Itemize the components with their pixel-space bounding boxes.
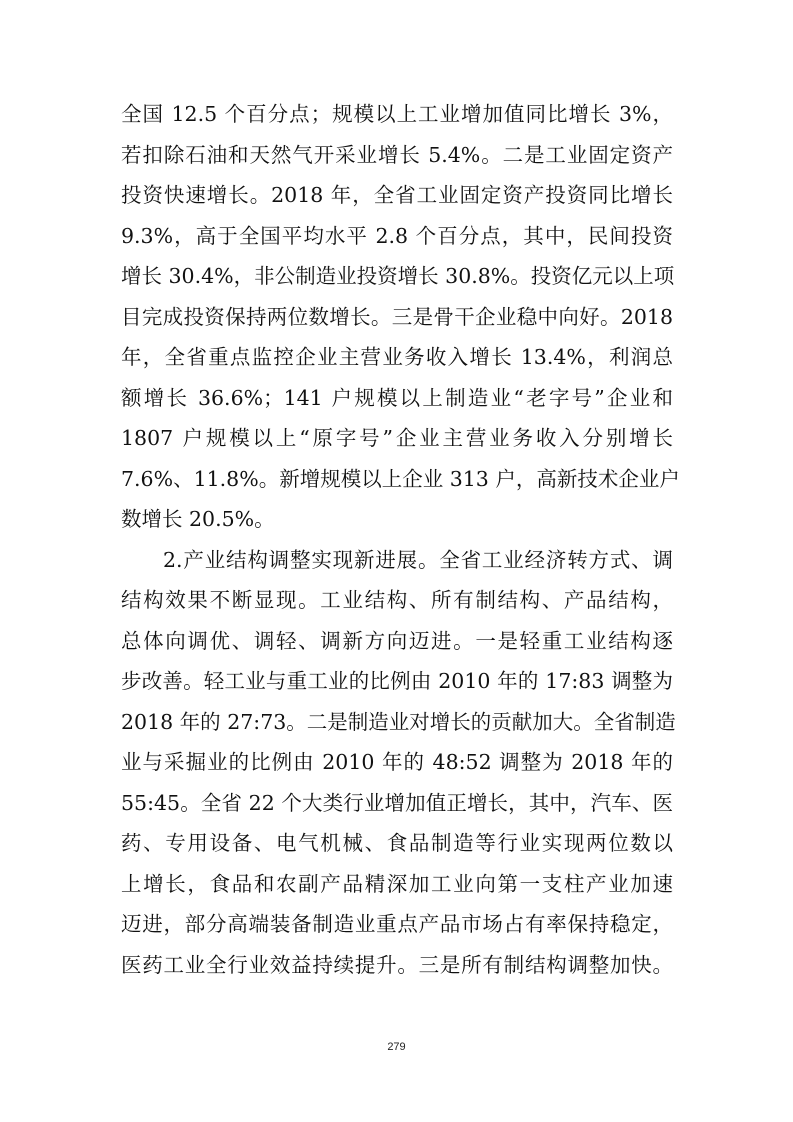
body-text: [121, 94, 680, 985]
text-line: 全国 12.5 个百分点；规模以上工业增加值同比增长 3%，: [121, 102, 673, 126]
text-line: 7.6%、11.8%。新增规模以上企业 313 户，高新技术企业户: [121, 466, 680, 491]
text-line: 2018 年的 27:73。二是制造业对增长的贡献加大。全省制造: [121, 709, 676, 734]
text-line: 年，全省重点监控企业主营业务收入增长 13.4%，利润总: [121, 345, 673, 369]
text-line: 55:45。全省 22 个大类行业增加值正增长，其中，汽车、医: [121, 790, 673, 815]
text-line: 医药工业全行业效益持续提升。三是所有制结构调整加快。: [121, 952, 673, 977]
text-line: 额增长 36.6%；141 户规模以上制造业“老字号”企业和: [121, 385, 673, 410]
text-line: 增长 30.4%，非公制造业投资增长 30.8%。投资亿元以上项: [121, 264, 675, 288]
text-line: 迈进，部分高端装备制造业重点产品市场占有率保持稳定，: [121, 912, 673, 936]
text-line: 1807 户规模以上“原字号”企业主营业务收入分别增长: [121, 426, 673, 450]
text-line: 业与采掘业的比例由 2010 年的 48:52 调整为 2018 年的: [121, 750, 673, 774]
text-line: 目完成投资保持两位数增长。三是骨干企业稳中向好。2018: [121, 304, 673, 329]
text-line: 若扣除石油和天然气开采业增长 5.4%。二是工业固定资产: [121, 142, 673, 167]
text-line: 步改善。轻工业与重工业的比例由 2010 年的 17:83 调整为: [121, 669, 673, 693]
text-line: 药、专用设备、电气机械、食品制造等行业实现两位数以: [121, 831, 673, 855]
text-line: 投资快速增长。2018 年，全省工业固定资产投资同比增长: [121, 183, 673, 207]
text-line: 上增长，食品和农副产品精深加工业向第一支柱产业加速: [121, 871, 673, 896]
text-line: 总体向调优、调轻、调新方向迈进。一是轻重工业结构逐: [121, 628, 673, 653]
text-line: 9.3%，高于全国平均水平 2.8 个百分点，其中，民间投资: [121, 223, 673, 248]
page-number: 279: [387, 1041, 406, 1053]
section-heading-line: 2.产业结构调整实现新进展。全省工业经济转方式、调: [163, 547, 673, 572]
text-line: 数增长 20.5%。: [121, 507, 275, 531]
text-line: 结构效果不断显现。工业结构、所有制结构、产品结构，: [121, 588, 673, 612]
